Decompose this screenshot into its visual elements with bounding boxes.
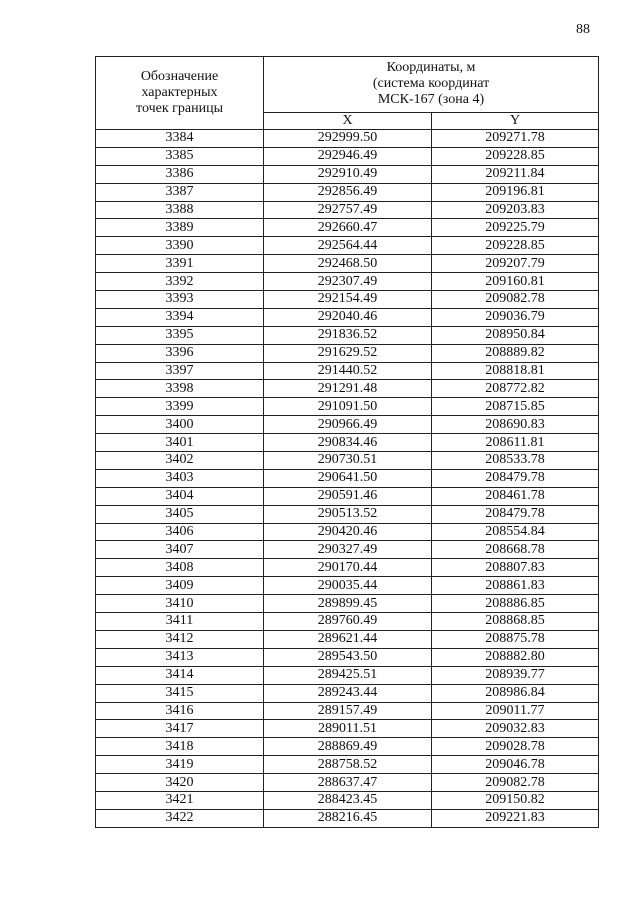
y-coordinate-cell: 208690.83 bbox=[432, 416, 599, 434]
y-coordinate-cell: 209221.83 bbox=[432, 809, 599, 827]
table-row bbox=[96, 756, 599, 774]
x-coordinate-cell: 289157.49 bbox=[264, 702, 432, 720]
x-coordinate-cell: 292757.49 bbox=[264, 201, 432, 219]
y-coordinate-cell: 209196.81 bbox=[432, 183, 599, 201]
x-coordinate-cell: 290420.46 bbox=[264, 523, 432, 541]
point-header-line: характерных bbox=[141, 85, 218, 100]
x-coordinate-cell: 291440.52 bbox=[264, 362, 432, 380]
y-coordinate-cell: 209203.83 bbox=[432, 201, 599, 219]
table-row bbox=[96, 684, 599, 702]
page-number: 88 bbox=[576, 22, 590, 37]
point-id-cell: 3409 bbox=[96, 577, 264, 595]
y-coordinate-cell: 209211.84 bbox=[432, 165, 599, 183]
y-coordinate-cell: 208986.84 bbox=[432, 684, 599, 702]
x-coordinate-cell: 289760.49 bbox=[264, 613, 432, 631]
point-id-cell: 3394 bbox=[96, 308, 264, 326]
coordinates-table bbox=[95, 56, 599, 828]
x-coordinate-cell: 288869.49 bbox=[264, 738, 432, 756]
y-coordinate-cell: 209082.78 bbox=[432, 774, 599, 792]
y-coordinate-cell: 208818.81 bbox=[432, 362, 599, 380]
table-row bbox=[96, 702, 599, 720]
table-row bbox=[96, 613, 599, 631]
x-coordinate-cell: 289243.44 bbox=[264, 684, 432, 702]
table-row bbox=[96, 130, 599, 148]
point-id-cell: 3390 bbox=[96, 237, 264, 255]
point-id-cell: 3408 bbox=[96, 559, 264, 577]
x-coordinate-cell: 292468.50 bbox=[264, 255, 432, 273]
x-coordinate-cell: 289899.45 bbox=[264, 595, 432, 613]
table-row bbox=[96, 577, 599, 595]
x-coordinate-cell: 292999.50 bbox=[264, 130, 432, 148]
x-coordinate-cell: 292154.49 bbox=[264, 291, 432, 309]
table-row bbox=[96, 523, 599, 541]
y-coordinate-cell: 208611.81 bbox=[432, 434, 599, 452]
y-coordinate-cell: 208533.78 bbox=[432, 452, 599, 470]
x-coordinate-cell: 291836.52 bbox=[264, 326, 432, 344]
y-coordinate-cell: 209225.79 bbox=[432, 219, 599, 237]
x-coordinate-cell: 291291.48 bbox=[264, 380, 432, 398]
x-coordinate-cell: 290834.46 bbox=[264, 434, 432, 452]
y-coordinate-cell: 208875.78 bbox=[432, 630, 599, 648]
y-coordinate-cell: 209028.78 bbox=[432, 738, 599, 756]
table-row bbox=[96, 630, 599, 648]
y-coordinate-cell: 209207.79 bbox=[432, 255, 599, 273]
y-coordinate-cell: 208807.83 bbox=[432, 559, 599, 577]
point-id-cell: 3399 bbox=[96, 398, 264, 416]
point-id-cell: 3416 bbox=[96, 702, 264, 720]
y-coordinate-cell: 208889.82 bbox=[432, 344, 599, 362]
y-coordinate-cell: 209228.85 bbox=[432, 147, 599, 165]
y-coordinate-cell: 208868.85 bbox=[432, 613, 599, 631]
x-coordinate-cell: 288216.45 bbox=[264, 809, 432, 827]
x-coordinate-cell: 290591.46 bbox=[264, 487, 432, 505]
y-coordinate-cell: 209032.83 bbox=[432, 720, 599, 738]
x-coordinate-cell: 292856.49 bbox=[264, 183, 432, 201]
table-row bbox=[96, 344, 599, 362]
table-row bbox=[96, 541, 599, 559]
point-id-cell: 3385 bbox=[96, 147, 264, 165]
y-coordinate-cell: 208668.78 bbox=[432, 541, 599, 559]
y-coordinate-cell: 209046.78 bbox=[432, 756, 599, 774]
y-coordinate-cell: 208882.80 bbox=[432, 648, 599, 666]
point-id-cell: 3413 bbox=[96, 648, 264, 666]
coords-header-line: МСК-167 (зона 4) bbox=[377, 92, 485, 108]
table-row bbox=[96, 559, 599, 577]
point-id-cell: 3417 bbox=[96, 720, 264, 738]
point-id-cell: 3384 bbox=[96, 130, 264, 148]
table-body bbox=[96, 130, 599, 828]
point-id-cell: 3398 bbox=[96, 380, 264, 398]
point-id-cell: 3397 bbox=[96, 362, 264, 380]
y-coordinate-cell: 209271.78 bbox=[432, 130, 599, 148]
point-id-cell: 3402 bbox=[96, 452, 264, 470]
point-id-cell: 3400 bbox=[96, 416, 264, 434]
table-row bbox=[96, 165, 599, 183]
x-coordinate-cell: 290513.52 bbox=[264, 505, 432, 523]
y-coordinate-cell: 208479.78 bbox=[432, 505, 599, 523]
x-coordinate-cell: 288758.52 bbox=[264, 756, 432, 774]
table-row bbox=[96, 774, 599, 792]
point-designation-header bbox=[96, 57, 264, 130]
point-id-cell: 3395 bbox=[96, 326, 264, 344]
table-row bbox=[96, 416, 599, 434]
table-row bbox=[96, 380, 599, 398]
x-coordinate-cell: 291629.52 bbox=[264, 344, 432, 362]
table-row bbox=[96, 452, 599, 470]
point-id-cell: 3411 bbox=[96, 613, 264, 631]
table-row bbox=[96, 791, 599, 809]
y-coordinate-cell: 208950.84 bbox=[432, 326, 599, 344]
x-column-header: X bbox=[264, 112, 432, 129]
table-row bbox=[96, 183, 599, 201]
y-coordinate-cell: 209036.79 bbox=[432, 308, 599, 326]
point-id-cell: 3419 bbox=[96, 756, 264, 774]
table-row bbox=[96, 201, 599, 219]
table-row bbox=[96, 291, 599, 309]
x-coordinate-cell: 292660.47 bbox=[264, 219, 432, 237]
point-id-cell: 3410 bbox=[96, 595, 264, 613]
point-id-cell: 3404 bbox=[96, 487, 264, 505]
table-row bbox=[96, 147, 599, 165]
table-row bbox=[96, 219, 599, 237]
coords-header-line: Координаты, м bbox=[386, 60, 476, 76]
table-row bbox=[96, 648, 599, 666]
point-id-cell: 3386 bbox=[96, 165, 264, 183]
x-coordinate-cell: 289543.50 bbox=[264, 648, 432, 666]
table-row bbox=[96, 255, 599, 273]
table-row bbox=[96, 362, 599, 380]
table-row bbox=[96, 326, 599, 344]
x-coordinate-cell: 292946.49 bbox=[264, 147, 432, 165]
x-coordinate-cell: 290327.49 bbox=[264, 541, 432, 559]
y-column-header: Y bbox=[432, 112, 599, 129]
y-coordinate-cell: 208554.84 bbox=[432, 523, 599, 541]
point-id-cell: 3403 bbox=[96, 469, 264, 487]
table-row bbox=[96, 505, 599, 523]
table-row bbox=[96, 738, 599, 756]
x-coordinate-cell: 289425.51 bbox=[264, 666, 432, 684]
table-row bbox=[96, 666, 599, 684]
y-coordinate-cell: 209082.78 bbox=[432, 291, 599, 309]
point-id-cell: 3396 bbox=[96, 344, 264, 362]
x-coordinate-cell: 292910.49 bbox=[264, 165, 432, 183]
table-row bbox=[96, 308, 599, 326]
x-coordinate-cell: 292307.49 bbox=[264, 273, 432, 291]
point-id-cell: 3387 bbox=[96, 183, 264, 201]
y-coordinate-cell: 208461.78 bbox=[432, 487, 599, 505]
x-coordinate-cell: 290730.51 bbox=[264, 452, 432, 470]
x-coordinate-cell: 288637.47 bbox=[264, 774, 432, 792]
point-id-cell: 3414 bbox=[96, 666, 264, 684]
point-id-cell: 3415 bbox=[96, 684, 264, 702]
table-row bbox=[96, 434, 599, 452]
table-row bbox=[96, 469, 599, 487]
point-id-cell: 3389 bbox=[96, 219, 264, 237]
x-coordinate-cell: 292040.46 bbox=[264, 308, 432, 326]
point-id-cell: 3393 bbox=[96, 291, 264, 309]
y-coordinate-cell: 209011.77 bbox=[432, 702, 599, 720]
table-row bbox=[96, 487, 599, 505]
x-coordinate-cell: 290641.50 bbox=[264, 469, 432, 487]
point-id-cell: 3418 bbox=[96, 738, 264, 756]
y-coordinate-cell: 208861.83 bbox=[432, 577, 599, 595]
point-id-cell: 3406 bbox=[96, 523, 264, 541]
point-id-cell: 3388 bbox=[96, 201, 264, 219]
table-row bbox=[96, 237, 599, 255]
coordinates-header bbox=[264, 57, 599, 113]
x-coordinate-cell: 290035.44 bbox=[264, 577, 432, 595]
x-coordinate-cell: 292564.44 bbox=[264, 237, 432, 255]
y-coordinate-cell: 208886.85 bbox=[432, 595, 599, 613]
x-coordinate-cell: 289621.44 bbox=[264, 630, 432, 648]
table-row bbox=[96, 720, 599, 738]
table-row bbox=[96, 595, 599, 613]
y-coordinate-cell: 209160.81 bbox=[432, 273, 599, 291]
point-id-cell: 3421 bbox=[96, 791, 264, 809]
point-header-line: точек границы bbox=[136, 101, 223, 116]
x-coordinate-cell: 288423.45 bbox=[264, 791, 432, 809]
point-id-cell: 3405 bbox=[96, 505, 264, 523]
table-row bbox=[96, 809, 599, 827]
x-coordinate-cell: 290170.44 bbox=[264, 559, 432, 577]
y-coordinate-cell: 208479.78 bbox=[432, 469, 599, 487]
x-coordinate-cell: 289011.51 bbox=[264, 720, 432, 738]
point-id-cell: 3412 bbox=[96, 630, 264, 648]
y-coordinate-cell: 209228.85 bbox=[432, 237, 599, 255]
point-id-cell: 3401 bbox=[96, 434, 264, 452]
point-id-cell: 3420 bbox=[96, 774, 264, 792]
table-row bbox=[96, 398, 599, 416]
point-id-cell: 3407 bbox=[96, 541, 264, 559]
point-id-cell: 3392 bbox=[96, 273, 264, 291]
point-header-line: Обозначение bbox=[140, 69, 219, 84]
y-coordinate-cell: 209150.82 bbox=[432, 791, 599, 809]
y-coordinate-cell: 208939.77 bbox=[432, 666, 599, 684]
point-id-cell: 3391 bbox=[96, 255, 264, 273]
x-coordinate-cell: 291091.50 bbox=[264, 398, 432, 416]
y-coordinate-cell: 208772.82 bbox=[432, 380, 599, 398]
y-coordinate-cell: 208715.85 bbox=[432, 398, 599, 416]
point-id-cell: 3422 bbox=[96, 809, 264, 827]
table-row bbox=[96, 273, 599, 291]
x-coordinate-cell: 290966.49 bbox=[264, 416, 432, 434]
coords-header-line: (система координат bbox=[372, 76, 490, 92]
table-header bbox=[96, 57, 599, 130]
